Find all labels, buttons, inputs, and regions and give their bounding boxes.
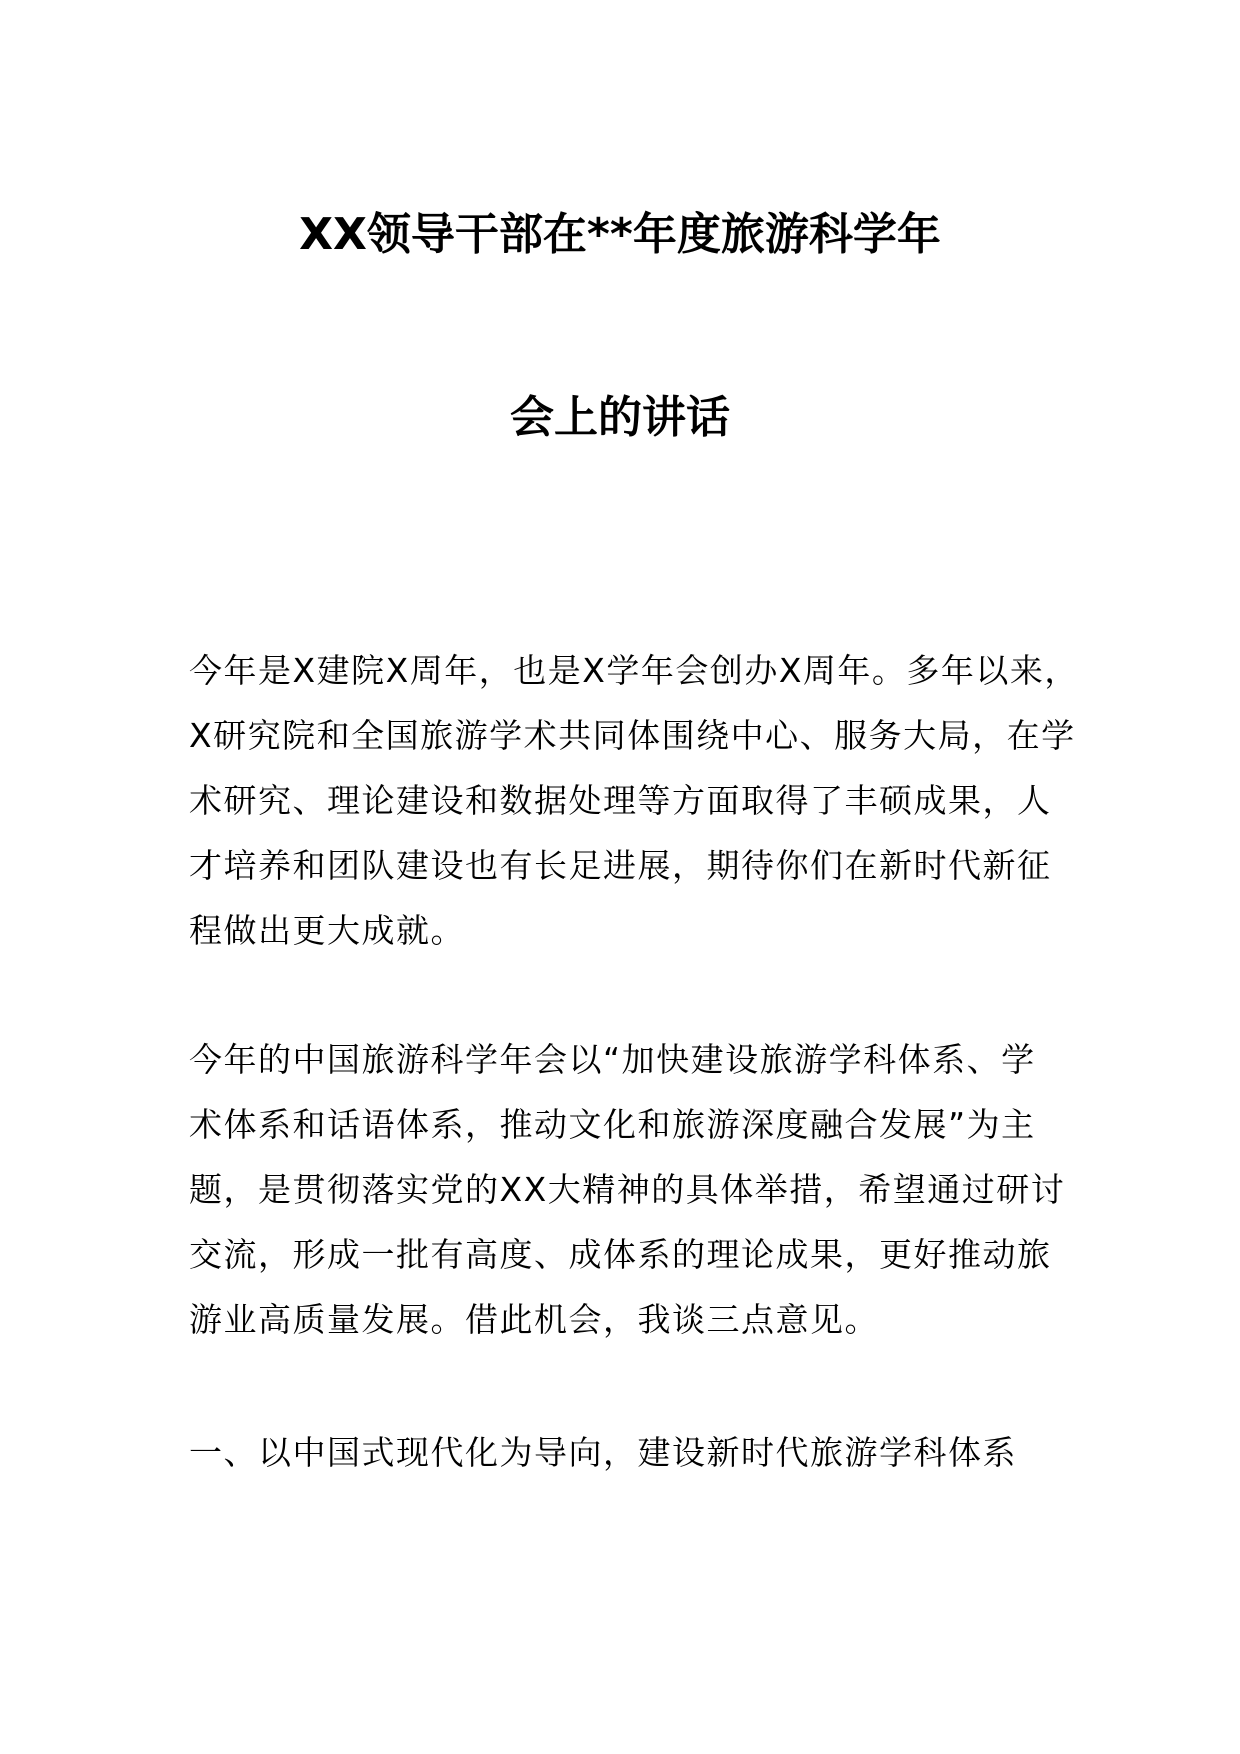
- text-line: 才培养和团队建设也有长足进展，期待你们在新时代新征: [189, 846, 1052, 885]
- text-line: 术研究、理论建设和数据处理等方面取得了丰硕成果，人: [189, 781, 1052, 820]
- text-line: 今年是X建院X周年，也是X学年会创办X周年。多年以来，: [189, 651, 1079, 690]
- text-line: X研究院和全国旅游学术共同体围绕中心、服务大局，在学: [189, 716, 1076, 755]
- text-line: 一、以中国式现代化为导向，建设新时代旅游学科体系: [189, 1433, 1017, 1472]
- text-line: 游业高质量发展。借此机会，我谈三点意见。: [189, 1300, 879, 1339]
- text-line: 题，是贯彻落实党的XX大精神的具体举措，希望通过研讨: [189, 1170, 1066, 1209]
- document-title-line-1: XX领导干部在**年度旅游科学年: [299, 209, 941, 260]
- text-line: 术体系和话语体系，推动文化和旅游深度融合发展”为主: [189, 1105, 1036, 1144]
- text-line: 交流，形成一批有高度、成体系的理论成果，更好推动旅: [189, 1235, 1052, 1274]
- document-title-line-2: 会上的讲话: [510, 392, 730, 443]
- text-line: 今年的中国旅游科学年会以“加快建设旅游学科体系、学: [189, 1040, 1036, 1079]
- paragraph-intro: [189, 638, 1089, 963]
- paragraph-theme: [189, 1027, 1089, 1352]
- text-line: 程做出更大成就。: [189, 911, 465, 950]
- section-heading-1: [189, 1420, 1089, 1485]
